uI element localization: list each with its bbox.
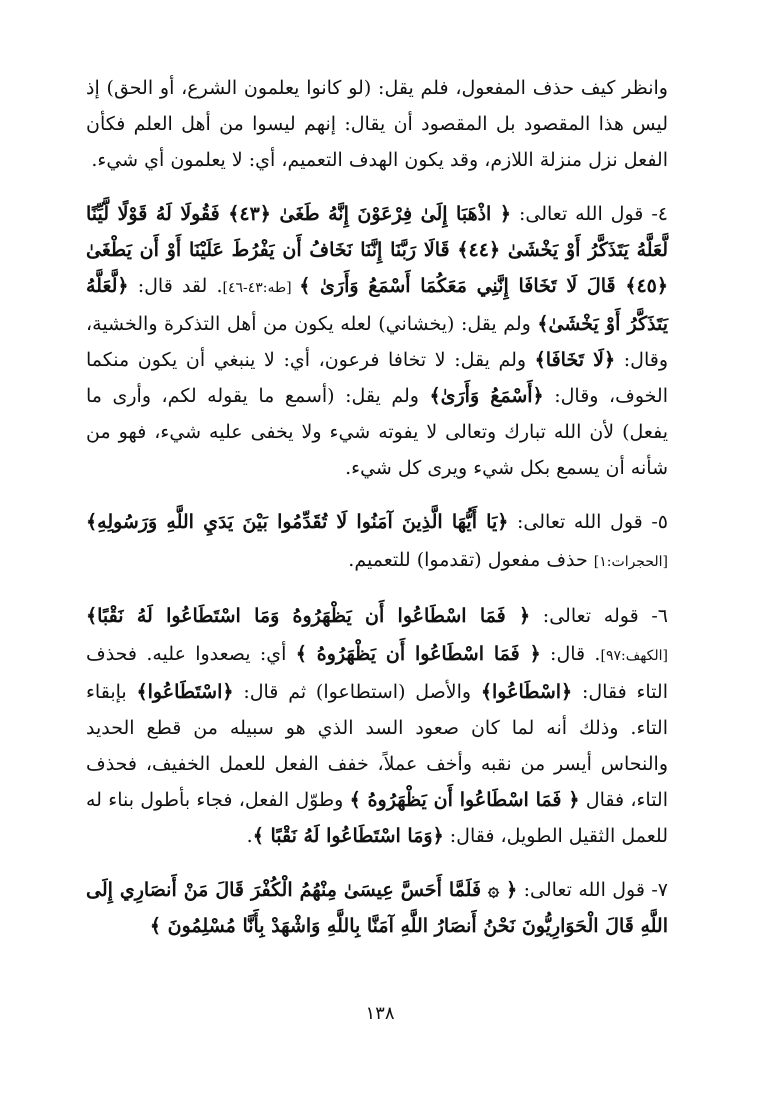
text-segment: . xyxy=(246,825,253,847)
quran-verse: ﴿ فَمَا اسْطَاعُوا أَن يَظْهَرُوهُ وَمَا اسْتَطَاعُوا لَهُ نَقْبًا﴾ xyxy=(86,605,531,627)
paragraph-intro xyxy=(86,70,668,178)
text-segment: والأصل (استطاعوا) ثم قال: xyxy=(233,681,481,703)
quran-verse: ﴿لَّعَلَّهُ يَتَذَكَّرُ أَوْ يَخْشَىٰ﴾ xyxy=(86,275,668,335)
text-segment: . قال: xyxy=(540,643,601,665)
text-segment: وانظر كيف حذف المفعول، فلم يقل: (لو كانوا يعلمون الشرع، أو الحق) إذ ليس هذا المقصود بل المقصود أن يقال: إنهم ليسوا من أهل العلم فكأن الفعل نزل منزلة اللازم، وقد يكون الهدف التعميم، أي: لا يعلمون أي شيء. xyxy=(86,77,668,171)
text-segment: ٦- قوله تعالى: xyxy=(530,605,668,627)
text-segment: ولم يقل: لا تخافا فرعون، أي: لا ينبغي أن يكون منكما الخوف، وقال: xyxy=(86,349,668,407)
text-segment: ولم يقل: (أسمع ما يقوله لكم، وأرى ما يفعل) لأن الله تبارك وتعالى لا يفوته شيء ولا يخفى عليه شيء، فهو من شأنه أن يسمع بكل شيء ويرى كل شيء. xyxy=(86,385,668,479)
text-segment: بإبقاء التاء. وذلك أنه لما كان صعود السد الذي هو سبيله من قطع الحديد والنحاس أيسر من نقبه وأخف عملاً، خفف الفعل للعمل الخفيف، فحذف التاء، فقال xyxy=(86,681,668,811)
text-segment: ٤- قول الله تعالى: xyxy=(511,203,668,225)
quran-verse: ﴿لَا تَخَافَا﴾ xyxy=(534,349,616,371)
quran-verse: ﴿اسْتَطَاعُوا﴾ xyxy=(136,681,234,703)
text-segment: ولم يقل: (يخشاني) لعله يكون من أهل التذكرة والخشية، وقال: xyxy=(86,313,668,371)
text-segment: ٥- قول الله تعالى: xyxy=(508,511,668,533)
verse-citation: [الحجرات:١] xyxy=(593,554,668,570)
quran-verse: ﴿ اذْهَبَا إِلَىٰ فِرْعَوْنَ إِنَّهُ طَغَىٰ ﴿٤٣﴾ فَقُولَا لَهُ قَوْلًا لَّيِّنًا لَّعَلَّهُ يَتَذَكَّرُ أَوْ يَخْشَىٰ ﴿٤٤﴾ قَالَا رَبَّنَا إِنَّنَا نَخَافُ أَن يَفْرُطَ عَلَيْنَا أَوْ أَن يَطْغَىٰ ﴿٤٥﴾ قَالَ لَا تَخَافَا إِنَّنِي مَعَكُمَا أَسْمَعُ وَأَرَىٰ ﴾ xyxy=(86,203,669,297)
page-body xyxy=(86,70,668,962)
quran-verse: ﴿اسْطَاعُوا﴾ xyxy=(480,681,573,703)
quran-verse: ﴿أَسْمَعُ وَأَرَىٰ﴾ xyxy=(429,385,544,407)
quran-verse: ﴿ فَمَا اسْطَاعُوا أَن يَظْهَرُوهُ ﴾ xyxy=(295,643,541,665)
paragraph-example-4 xyxy=(86,196,668,486)
text-segment: أي: يصعدوا عليه. فحذف التاء فقال: xyxy=(86,643,668,703)
text-segment: حذف مفعول (تقدموا) للتعميم. xyxy=(348,549,594,571)
quran-verse: ﴿ فَمَا اسْطَاعُوا أَن يَظْهَرُوهُ ﴾ xyxy=(349,789,580,811)
verse-citation: [طه:٤٣-٤٦] xyxy=(222,280,300,296)
text-segment: . لقد قال: xyxy=(128,275,223,297)
paragraph-example-5 xyxy=(86,504,668,580)
verse-citation: [الكهف:٩٧] xyxy=(600,648,668,664)
text-segment: وطوّل الفعل، فجاء بأطول بناء له للعمل الثقيل الطويل، فقال: xyxy=(86,789,668,847)
paragraph-example-7 xyxy=(86,872,668,944)
quran-verse: ﴿وَمَا اسْتَطَاعُوا لَهُ نَقْبًا ﴾ xyxy=(252,825,444,847)
page-number: ١٣٨ xyxy=(365,1003,395,1024)
quran-verse: ﴿يَا أَيُّهَا الَّذِينَ آمَنُوا لَا تُقَدِّمُوا بَيْنَ يَدَيِ اللَّهِ وَرَسُولِهِ﴾ xyxy=(86,511,509,533)
quran-verse: ﴿ ۞ فَلَمَّا أَحَسَّ عِيسَىٰ مِنْهُمُ الْكُفْرَ قَالَ مَنْ أَنصَارِي إِلَى اللَّهِ قَالَ الْحَوَارِيُّونَ نَحْنُ أَنصَارُ اللَّهِ آمَنَّا بِاللَّهِ وَاشْهَدْ بِأَنَّا مُسْلِمُونَ ﴾ xyxy=(86,879,668,937)
paragraph-example-6 xyxy=(86,598,668,854)
text-segment: ٧- قول الله تعالى: xyxy=(517,879,668,901)
